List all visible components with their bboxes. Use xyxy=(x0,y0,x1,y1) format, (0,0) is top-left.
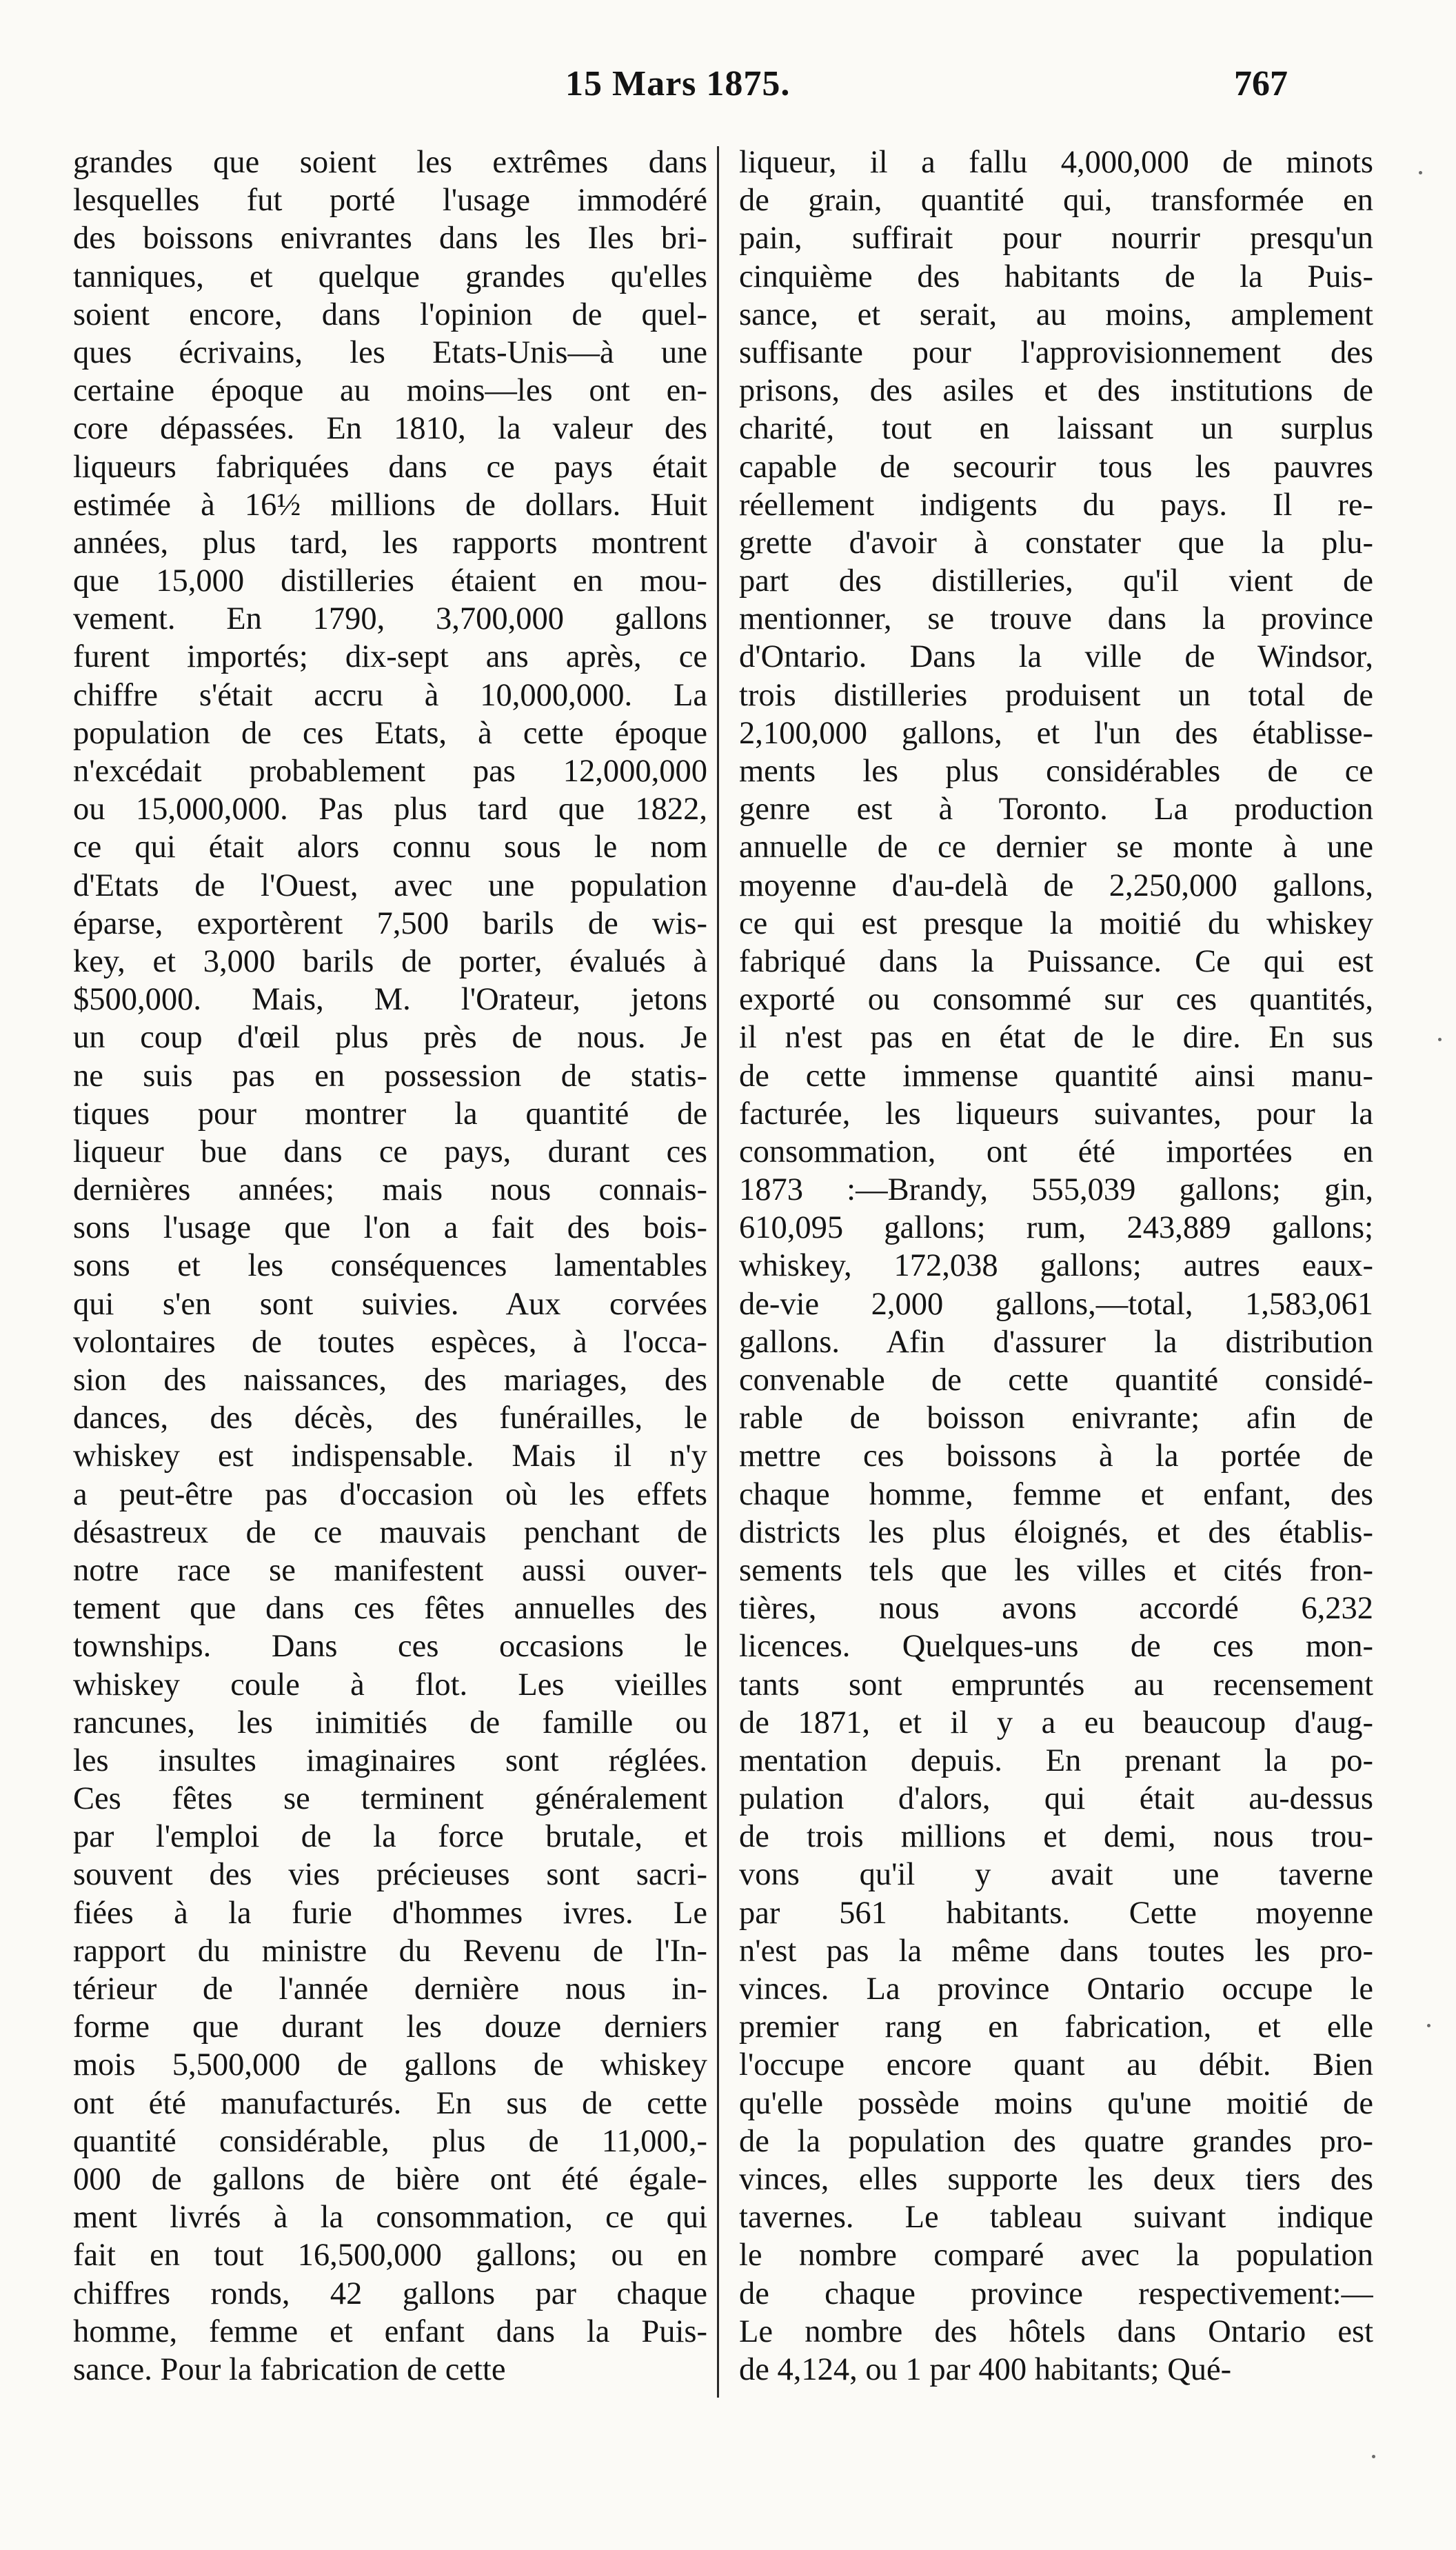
text-line: chaque homme, femme et enfant, des xyxy=(739,1476,1373,1512)
text-line: exporté ou consommé sur ces quantités, xyxy=(739,982,1373,1018)
text-line: ont été manufacturés. En sus de cette xyxy=(73,2085,707,2121)
text-line: le nombre comparé avec la population xyxy=(739,2238,1373,2273)
text-line: désastreux de ce mauvais penchant de xyxy=(73,1514,707,1550)
text-line: mentation depuis. En prenant la po- xyxy=(739,1743,1373,1778)
text-line: sion des naissances, des mariages, des xyxy=(73,1363,707,1398)
text-line: réellement indigents du pays. Il re- xyxy=(739,487,1373,523)
text-line: qui s'en sont suivies. Aux corvées xyxy=(73,1286,707,1322)
header-date: 15 Mars 1875. xyxy=(565,64,791,103)
text-line: les insultes imaginaires sont réglées. xyxy=(73,1743,707,1778)
text-line: de 4,124, ou 1 par 400 habitants; Qué- xyxy=(739,2351,1232,2387)
text-line: trois distilleries produisent un total de xyxy=(739,677,1373,713)
text-line: sance. Pour la fabrication de cette xyxy=(73,2351,506,2387)
text-line: n'excédait probablement pas 12,000,000 xyxy=(73,754,707,789)
text-line: sons et les conséquences lamentables xyxy=(73,1248,707,1284)
text-line: forme que durant les douze derniers xyxy=(73,2009,707,2045)
text-line: 1873 :—Brandy, 555,039 gallons; gin, xyxy=(739,1172,1373,1208)
text-line: tières, nous avons accordé 6,232 xyxy=(739,1591,1373,1627)
text-line: un coup d'œil plus près de nous. Je xyxy=(73,1020,707,1056)
text-line: de trois millions et demi, nous trou- xyxy=(739,1819,1373,1855)
text-line: notre race se manifestent aussi ouver- xyxy=(73,1552,707,1588)
text-line: certaine époque au moins—les ont en- xyxy=(73,373,707,409)
text-line: mettre ces boissons à la portée de xyxy=(739,1438,1373,1474)
text-line: tanniques, et quelque grandes qu'elles xyxy=(73,259,707,294)
text-line: facturée, les liqueurs suivantes, pour la xyxy=(739,1096,1373,1132)
text-line: pulation d'alors, qui était au-dessus xyxy=(739,1781,1373,1817)
text-line: whiskey coule à flot. Les vieilles xyxy=(73,1667,707,1703)
text-line: volontaires de toutes espèces, à l'occa- xyxy=(73,1324,707,1360)
text-line: genre est à Toronto. La production xyxy=(739,792,1373,827)
text-line: key, et 3,000 barils de porter, évalués à xyxy=(73,943,707,979)
text-line: années, plus tard, les rapports montrent xyxy=(73,525,707,561)
text-line: souvent des vies précieuses sont sacri- xyxy=(73,1857,707,1893)
text-line: townships. Dans ces occasions le xyxy=(73,1629,707,1665)
text-line: rable de boisson enivrante; afin de xyxy=(739,1401,1373,1436)
text-line: sements tels que les villes et cités fron- xyxy=(739,1552,1373,1588)
text-line: l'occupe encore quant au débit. Bien xyxy=(739,2047,1373,2083)
text-line: dernières années; mais nous connais- xyxy=(73,1172,707,1208)
text-line: convenable de cette quantité considé- xyxy=(739,1363,1373,1398)
text-line: que 15,000 distilleries étaient en mou- xyxy=(73,563,707,599)
text-line: sance, et serait, au moins, amplement xyxy=(739,297,1373,332)
text-line: vinces. La province Ontario occupe le xyxy=(739,1971,1373,2007)
text-line: mentionner, se trouve dans la province xyxy=(739,601,1373,637)
text-line: 000 de gallons de bière ont été égale- xyxy=(73,2161,707,2197)
text-line: estimée à 16½ millions de dollars. Huit xyxy=(73,487,707,523)
scan-speck xyxy=(1419,171,1422,174)
scan-speck xyxy=(1372,2455,1375,2458)
text-line: 2,100,000 gallons, et l'un des établisse- xyxy=(739,715,1373,751)
text-line: population de ces Etats, à cette époque xyxy=(73,715,707,751)
text-line: consommation, ont été importées en xyxy=(739,1134,1373,1169)
text-line: de-vie 2,000 gallons,—total, 1,583,061 xyxy=(739,1286,1373,1322)
text-line: de 1871, et il y a eu beaucoup d'aug- xyxy=(739,1705,1373,1740)
text-line: de chaque province respectivement:— xyxy=(739,2276,1373,2311)
text-line: $500,000. Mais, M. l'Orateur, jetons xyxy=(73,982,707,1018)
text-line: licences. Quelques-uns de ces mon- xyxy=(739,1629,1373,1665)
column-divider xyxy=(717,146,719,2398)
text-line: d'Etats de l'Ouest, avec une population xyxy=(73,867,707,903)
text-line: vons qu'il y avait une taverne xyxy=(739,1857,1373,1893)
text-line: grandes que soient les extrêmes dans xyxy=(73,145,707,180)
text-line: lesquelles fut porté l'usage immodéré xyxy=(73,183,707,219)
text-line: il n'est pas en état de le dire. En sus xyxy=(739,1020,1373,1056)
text-line: des boissons enivrantes dans les Iles bri- xyxy=(73,221,707,257)
text-line: ne suis pas en possession de statis- xyxy=(73,1058,707,1094)
text-line: fait en tout 16,500,000 gallons; ou en xyxy=(73,2238,707,2273)
text-line: whiskey est indispensable. Mais il n'y xyxy=(73,1438,707,1474)
text-line: charité, tout en laissant un surplus xyxy=(739,411,1373,447)
text-line: rancunes, les inimitiés de famille ou xyxy=(73,1705,707,1740)
text-line: chiffre s'était accru à 10,000,000. La xyxy=(73,677,707,713)
text-line: sons l'usage que l'on a fait des bois- xyxy=(73,1210,707,1246)
text-line: d'Ontario. Dans la ville de Windsor, xyxy=(739,639,1373,675)
text-line: whiskey, 172,038 gallons; autres eaux- xyxy=(739,1248,1373,1284)
text-line: premier rang en fabrication, et elle xyxy=(739,2009,1373,2045)
page-header xyxy=(0,63,1456,119)
text-line: moyenne d'au-delà de 2,250,000 gallons, xyxy=(739,867,1373,903)
text-line: Ces fêtes se terminent généralement xyxy=(73,1781,707,1817)
text-line: dances, des décès, des funérailles, le xyxy=(73,1401,707,1436)
text-line: liqueur bue dans ce pays, durant ces xyxy=(73,1134,707,1169)
text-line: homme, femme et enfant dans la Puis- xyxy=(73,2313,707,2349)
text-line: 610,095 gallons; rum, 243,889 gallons; xyxy=(739,1210,1373,1246)
text-line: districts les plus éloignés, et des établis- xyxy=(739,1514,1373,1550)
text-line: vement. En 1790, 3,700,000 gallons xyxy=(73,601,707,637)
text-line: core dépassées. En 1810, la valeur des xyxy=(73,411,707,447)
text-line: soient encore, dans l'opinion de quel- xyxy=(73,297,707,332)
text-line: ce qui est presque la moitié du whiskey xyxy=(739,905,1373,941)
text-line: liqueur, il a fallu 4,000,000 de minots xyxy=(739,145,1373,180)
right-column xyxy=(739,143,1373,2389)
text-line: térieur de l'année dernière nous in- xyxy=(73,1971,707,2007)
scan-speck xyxy=(1427,2024,1430,2027)
scan-speck xyxy=(1438,1038,1442,1041)
text-line: Le nombre des hôtels dans Ontario est xyxy=(739,2313,1373,2349)
left-column xyxy=(73,143,707,2389)
text-line: fiées à la furie d'hommes ivres. Le xyxy=(73,1895,707,1931)
text-line: annuelle de ce dernier se monte à une xyxy=(739,830,1373,865)
text-line: furent importés; dix-sept ans après, ce xyxy=(73,639,707,675)
text-line: éparse, exportèrent 7,500 barils de wis- xyxy=(73,905,707,941)
text-line: capable de secourir tous les pauvres xyxy=(739,449,1373,485)
text-line: part des distilleries, qu'il vient de xyxy=(739,563,1373,599)
text-line: de la population des quatre grandes pro- xyxy=(739,2123,1373,2159)
text-line: chiffres ronds, 42 gallons par chaque xyxy=(73,2276,707,2311)
text-line: fabriqué dans la Puissance. Ce qui est xyxy=(739,943,1373,979)
text-line: par l'emploi de la force brutale, et xyxy=(73,1819,707,1855)
page-number: 767 xyxy=(1234,64,1288,103)
text-line: n'est pas la même dans toutes les pro- xyxy=(739,1933,1373,1969)
text-line: par 561 habitants. Cette moyenne xyxy=(739,1895,1373,1931)
text-line: de cette immense quantité ainsi manu- xyxy=(739,1058,1373,1094)
text-line: ce qui était alors connu sous le nom xyxy=(73,830,707,865)
text-line: tiques pour montrer la quantité de xyxy=(73,1096,707,1132)
text-line: rapport du ministre du Revenu de l'In- xyxy=(73,1933,707,1969)
text-line: liqueurs fabriquées dans ce pays était xyxy=(73,449,707,485)
text-line: suffisante pour l'approvisionnement des xyxy=(739,334,1373,370)
text-line: ques écrivains, les Etats-Unis—à une xyxy=(73,334,707,370)
text-line: tavernes. Le tableau suivant indique xyxy=(739,2200,1373,2236)
text-line: de grain, quantité qui, transformée en xyxy=(739,183,1373,219)
text-line: mois 5,500,000 de gallons de whiskey xyxy=(73,2047,707,2083)
text-line: ou 15,000,000. Pas plus tard que 1822, xyxy=(73,792,707,827)
text-line: prisons, des asiles et des institutions de xyxy=(739,373,1373,409)
text-line: vinces, elles supporte les deux tiers des xyxy=(739,2161,1373,2197)
text-line: pain, suffirait pour nourrir presqu'un xyxy=(739,221,1373,257)
text-line: ment livrés à la consommation, ce qui xyxy=(73,2200,707,2236)
text-line: tants sont empruntés au recensement xyxy=(739,1667,1373,1703)
text-line: grette d'avoir à constater que la plu- xyxy=(739,525,1373,561)
text-line: gallons. Afin d'assurer la distribution xyxy=(739,1324,1373,1360)
text-line: cinquième des habitants de la Puis- xyxy=(739,259,1373,294)
text-line: tement que dans ces fêtes annuelles des xyxy=(73,1591,707,1627)
text-line: a peut-être pas d'occasion où les effets xyxy=(73,1476,707,1512)
text-line: ments les plus considérables de ce xyxy=(739,754,1373,789)
text-line: quantité considérable, plus de 11,000,- xyxy=(73,2123,707,2159)
text-line: qu'elle possède moins qu'une moitié de xyxy=(739,2085,1373,2121)
